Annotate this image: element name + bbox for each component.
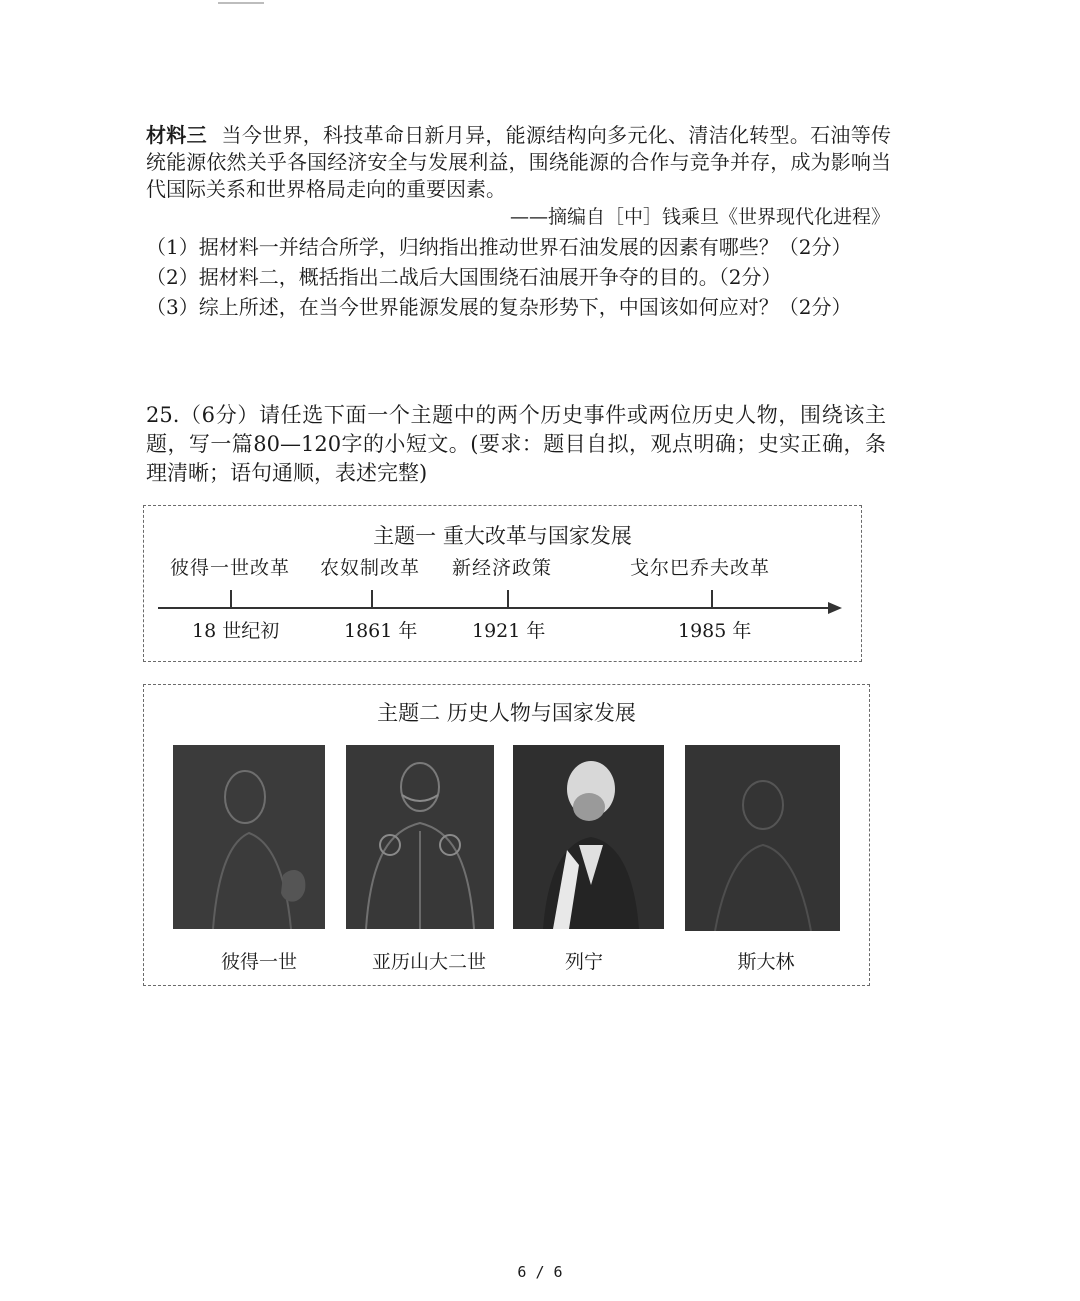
name-alexander: 亚历山大二世 <box>371 951 486 973</box>
year-1921: 1921 年 <box>472 620 546 642</box>
material-three <box>146 122 891 203</box>
event-peter-reform: 彼得一世改革 <box>170 557 291 579</box>
event-serfdom-reform: 农奴制改革 <box>320 557 421 579</box>
scan-mark <box>218 2 264 4</box>
year-1985: 1985 年 <box>678 620 752 642</box>
portrait-alexander-image <box>346 745 494 929</box>
timeline-axis <box>158 607 838 609</box>
year-18th-century: 18 世纪初 <box>192 620 280 642</box>
theme-two-title: 主题二 历史人物与国家发展 <box>377 701 636 725</box>
portrait-lenin-image <box>513 745 664 929</box>
theme-one-box <box>143 505 862 662</box>
question-2: （2）据材料二，概括指出二战后大国围绕石油展开争夺的目的。（2分） <box>146 265 782 289</box>
portrait-stalin-image <box>685 745 840 931</box>
timeline-tick <box>371 590 373 609</box>
material-text: 当今世界，科技革命日新月异，能源结构向多元化、清洁化转型。石油等传统能源依然关乎各国经济安全与发展利益，围绕能源的合作与竞争并存，成为影响当代国际关系和世界格局走向的重要因素。 <box>146 123 892 201</box>
theme-one-title: 主题一 重大改革与国家发展 <box>373 524 632 548</box>
timeline-tick <box>711 590 713 609</box>
page-number: 6 / 6 <box>517 1263 563 1281</box>
name-lenin: 列宁 <box>564 951 603 973</box>
timeline-tick <box>230 590 232 609</box>
name-stalin: 斯大林 <box>737 951 795 973</box>
material-label: 材料三 <box>146 123 207 147</box>
sub-questions <box>146 232 886 322</box>
timeline-tick <box>507 590 509 609</box>
question-25: 25.（6分）请任选下面一个主题中的两个历史事件或两位历史人物，围绕该主题，写一篇80—120字的小短文。(要求：题目自拟，观点明确；史实正确，条理清晰；语句通顺，表述完整) <box>146 403 886 485</box>
theme-two-box <box>143 684 870 986</box>
year-1861: 1861 年 <box>344 620 418 642</box>
event-gorbachev-reform: 戈尔巴乔夫改革 <box>630 557 771 579</box>
event-nep: 新经济政策 <box>452 557 553 579</box>
name-peter: 彼得一世 <box>220 951 297 973</box>
question-1: （1）据材料一并结合所学，归纳指出推动世界石油发展的因素有哪些？（2分） <box>146 235 852 259</box>
material-source: ——摘编自［中］钱乘旦《世界现代化进程》 <box>509 206 890 228</box>
portrait-peter-image <box>173 745 325 929</box>
timeline-arrow-icon <box>828 602 842 614</box>
question-3: （3）综上所述，在当今世界能源发展的复杂形势下，中国该如何应对？（2分） <box>146 295 852 319</box>
